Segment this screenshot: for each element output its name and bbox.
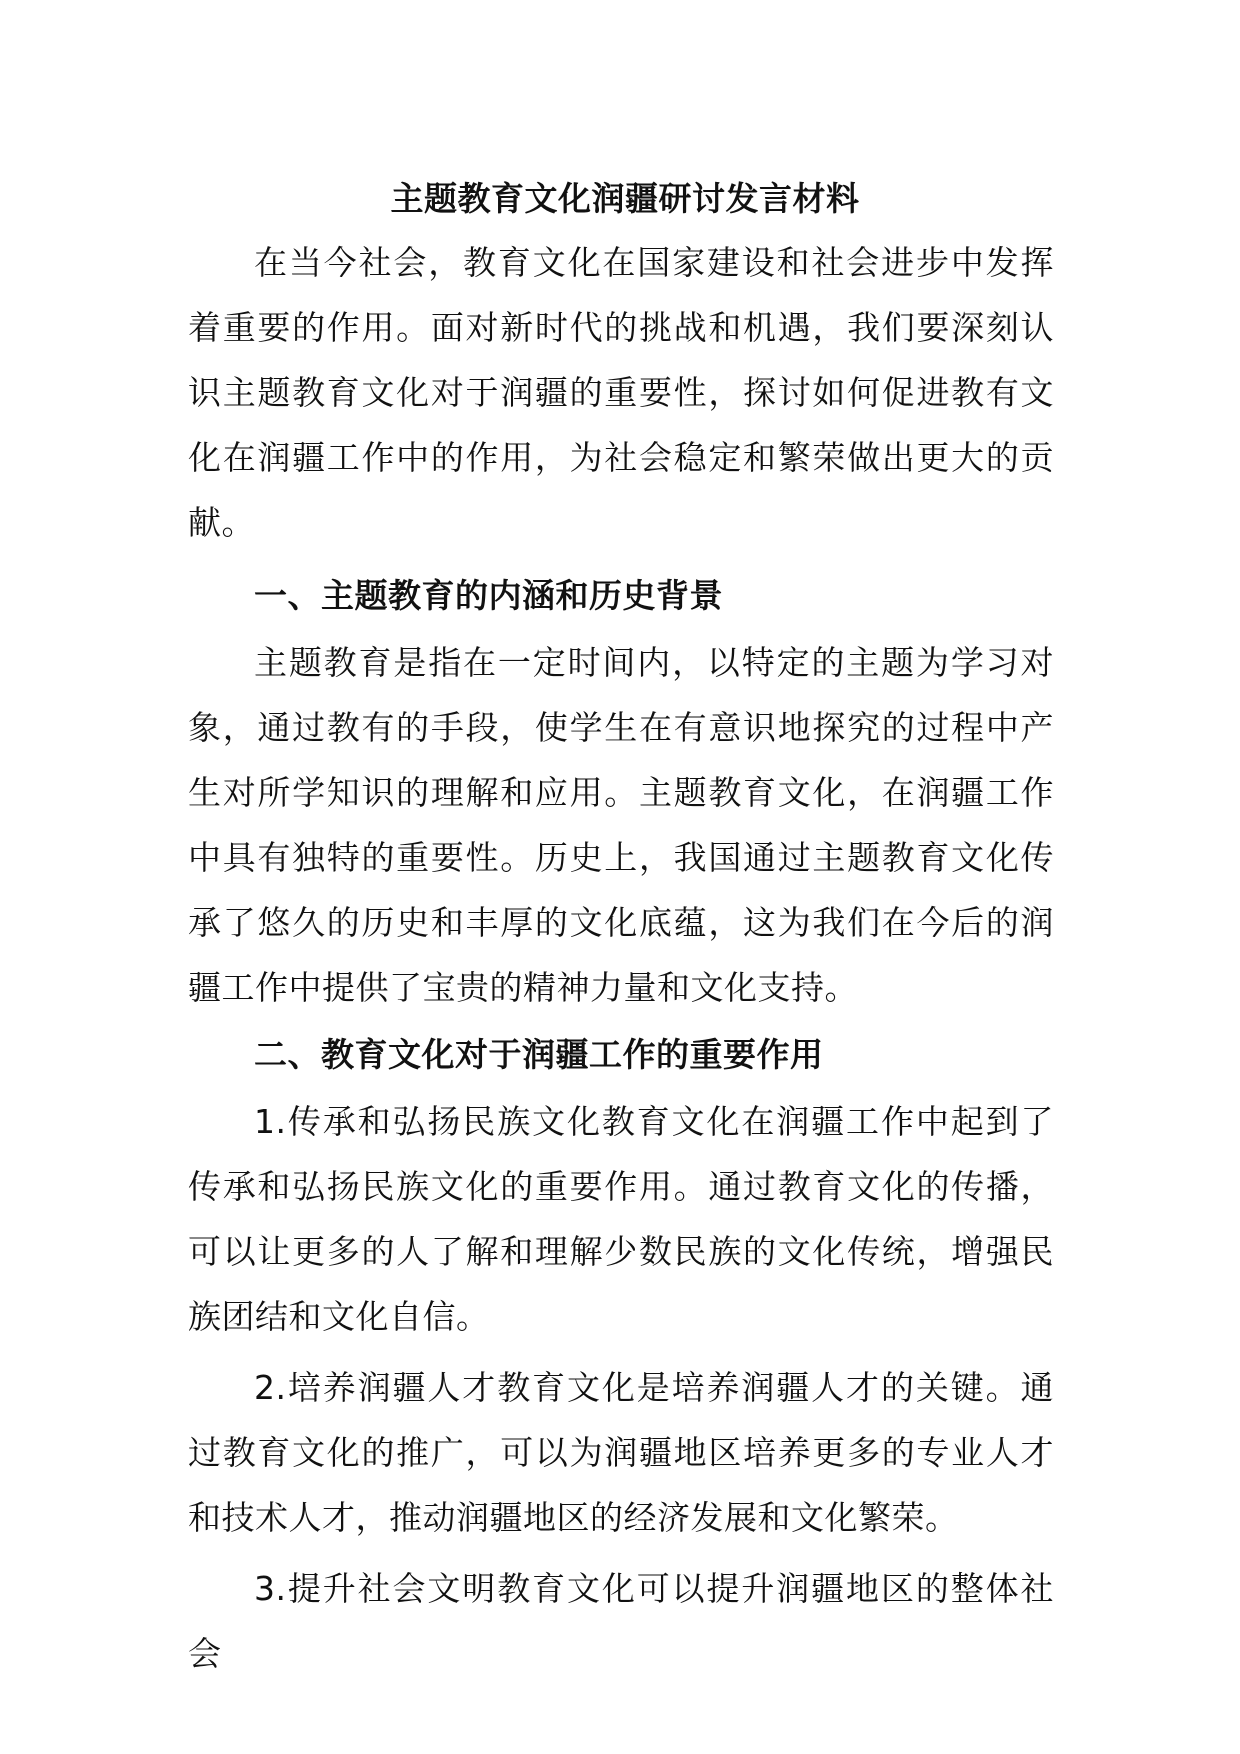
section-2-item-3: 3.提升社会文明教育文化可以提升润疆地区的整体社会 [188,1569,1054,1673]
section-1-heading: 一、主题教育的内涵和历史背景 [254,576,723,615]
section-2-heading: 二、教育文化对于润疆工作的重要作用 [254,1035,824,1074]
document-body [188,168,1054,1686]
document-title: 主题教育文化润疆研讨发言材料 [390,179,860,218]
section-1-paragraph: 主题教育是指在一定时间内，以特定的主题为学习对象，通过教有的手段，使学生在有意识地探究的过程中产生对所学知识的理解和应用。主题教育文化，在润疆工作中具有独特的重要性。历史上，我国通过主题教育文化传承了悠久的历史和丰厚的文化底蕴，这为我们在今后的润疆工作中提供了宝贵的精神力量和文化支持。 [188,643,1054,1007]
section-2-item-1: 1.传承和弘扬民族文化教育文化在润疆工作中起到了传承和弘扬民族文化的重要作用。通过教育文化的传播，可以让更多的人了解和理解少数民族的文化传统，增强民族团结和文化自信。 [188,1102,1054,1336]
intro-paragraph: 在当今社会，教育文化在国家建设和社会进步中发挥着重要的作用。面对新时代的挑战和机遇，我们要深刻认识主题教育文化对于润疆的重要性，探讨如何促进教有文化在润疆工作中的作用，为社会稳定和繁荣做出更大的贡献。 [188,243,1054,542]
section-2-item-2: 2.培养润疆人才教育文化是培养润疆人才的关键。通过教育文化的推广，可以为润疆地区培养更多的专业人才和技术人才，推动润疆地区的经济发展和文化繁荣。 [188,1368,1054,1537]
